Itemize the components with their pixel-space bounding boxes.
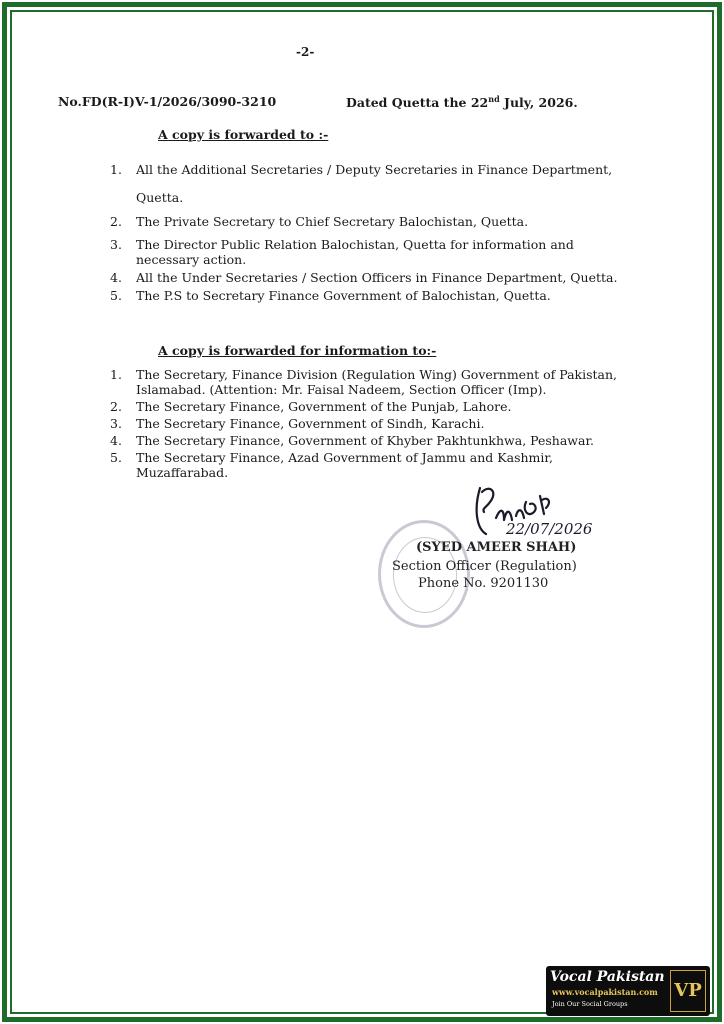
item-text: The Secretary Finance, Government of the Punjab, Lahore.: [136, 399, 512, 414]
vp-logo-icon: VP: [670, 970, 706, 1012]
item-text: The Secretary Finance, Azad Government of Jammu and Kashmir, Muzaffarabad.: [136, 450, 553, 480]
list-item: [110, 450, 630, 480]
item-number: 5.: [110, 288, 122, 303]
list-item: [110, 416, 630, 431]
vocal-pakistan-watermark: [546, 966, 710, 1016]
item-number: 4.: [110, 433, 122, 448]
section1-heading: A copy is forwarded to :-: [158, 127, 329, 142]
signature-block: [392, 540, 577, 591]
reference-date: [346, 94, 578, 110]
item-text: All the Additional Secretaries / Deputy Secretaries in Finance Department, Quetta.: [136, 162, 613, 205]
page-number: -2-: [296, 45, 315, 59]
item-number: 5.: [110, 450, 122, 465]
watermark-url: www.vocalpakistan.com: [552, 987, 658, 997]
item-text: The Secretary Finance, Government of Khyber Pakhtunkhwa, Peshawar.: [136, 433, 595, 448]
item-text: The Director Public Relation Balochistan, Quetta for information and necessary action.: [136, 237, 574, 267]
signatory-title: Section Officer (Regulation): [392, 559, 577, 574]
section2-heading: A copy is forwarded for information to:-: [158, 343, 437, 358]
list-item: [110, 367, 630, 397]
signatory-phone: Phone No. 9201130: [418, 576, 549, 591]
list-item: [110, 237, 630, 267]
list-item: [110, 288, 630, 303]
watermark-join-text: Join Our Social Groups: [552, 1000, 628, 1008]
list-item: [110, 214, 630, 229]
handwritten-signature: [460, 478, 640, 548]
item-number: 3.: [110, 237, 122, 252]
section1-list: [110, 156, 630, 311]
item-text: The Private Secretary to Chief Secretary Balochistan, Quetta.: [136, 214, 529, 229]
date-superscript: nd: [488, 94, 500, 104]
item-text: All the Under Secretaries / Section Officers in Finance Department, Quetta.: [136, 270, 618, 285]
item-text: The P.S to Secretary Finance Government of Balochistan, Quetta.: [136, 288, 551, 303]
item-text: The Secretary Finance, Government of Sindh, Karachi.: [136, 416, 485, 431]
date-prefix: Dated Quetta the 22: [346, 95, 489, 111]
item-number: 1.: [110, 367, 122, 382]
item-number: 1.: [110, 162, 122, 177]
item-number: 4.: [110, 270, 122, 285]
date-suffix: July, 2026.: [499, 95, 578, 111]
section2-list: [110, 367, 630, 482]
item-text: The Secretary, Finance Division (Regulation Wing) Government of Pakistan, Islamabad. (Attention: Mr. Faisal Nadeem, Section Officer (Imp).: [136, 367, 618, 397]
reference-number: No.FD(R-I)V-1/2026/3090-3210: [58, 94, 277, 109]
signatory-name: (SYED AMEER SHAH): [416, 540, 577, 555]
handwritten-date: 22/07/2026: [506, 520, 593, 538]
item-number: 3.: [110, 416, 122, 431]
list-item: [110, 433, 630, 448]
watermark-brand: Vocal Pakistan: [550, 969, 665, 985]
item-number: 2.: [110, 214, 122, 229]
list-item: [110, 399, 630, 414]
item-number: 2.: [110, 399, 122, 414]
list-item: [110, 156, 630, 212]
list-item: [110, 270, 630, 285]
